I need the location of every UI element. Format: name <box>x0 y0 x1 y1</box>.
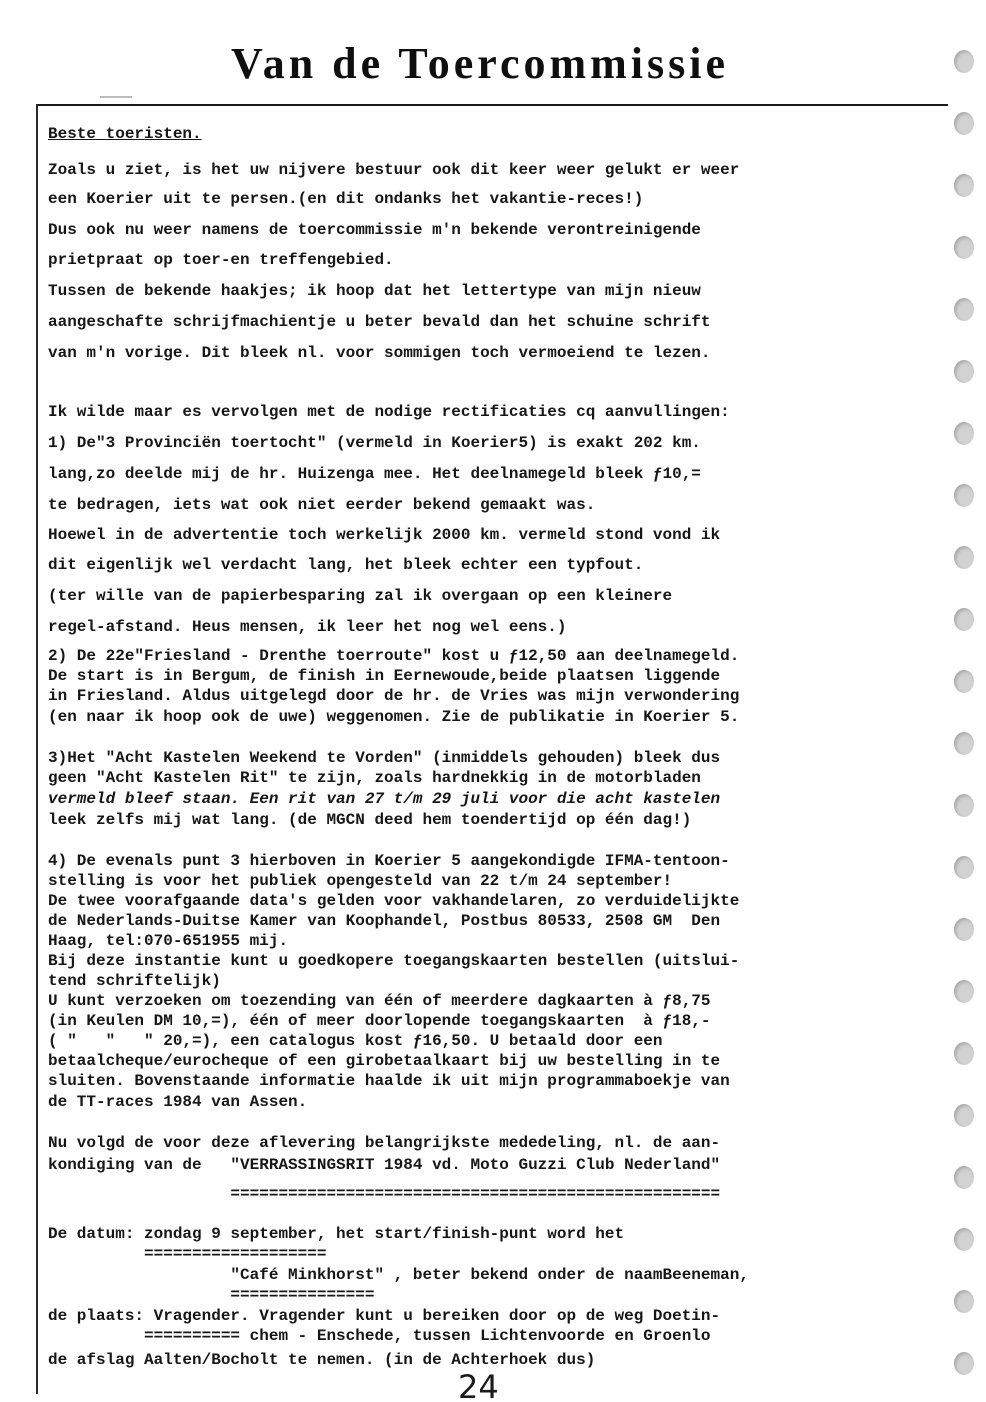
text-line: Ik wilde maar es vervolgen met de nodige rectificaties cq aanvullingen: <box>48 403 730 421</box>
page-title: Van de Toercommissie <box>230 39 730 88</box>
text-line: De datum: zondag 9 september, het start/finish-punt word het <box>48 1225 625 1243</box>
text-line: (ter wille van de papierbesparing zal ik overgaan op een kleinere <box>48 587 673 605</box>
text-line: ( " " " 20,=), een catalogus kost ƒ16,50. U betaald door een <box>48 1032 663 1050</box>
binder-hole <box>954 608 974 631</box>
binder-hole <box>954 856 974 879</box>
salutation: Beste toeristen. <box>48 125 202 143</box>
text-line: 2) De 22e"Friesland - Drenthe toerroute" kost u ƒ12,50 aan deelnamegeld. <box>48 647 740 665</box>
binder-hole <box>954 360 974 383</box>
text-line: sluiten. Bovenstaande informatie haalde ik uit mijn programmaboekje van <box>48 1072 730 1090</box>
text-line: een Koerier uit te persen.(en dit ondanks het vakantie-reces!) <box>48 190 644 208</box>
text-line: regel-afstand. Heus mensen, ik leer het nog wel eens.) <box>48 618 567 636</box>
binder-hole <box>954 980 974 1003</box>
text-line: in Friesland. Aldus uitgelegd door de hr. de Vries was mijn verwondering <box>48 687 740 705</box>
text-line: Zoals u ziet, is het uw nijvere bestuur ook dit keer weer gelukt er weer <box>48 161 740 179</box>
text-line: dit eigenlijk wel verdacht lang, het bleek echter een typfout. <box>48 556 644 574</box>
text-line: Dus ook nu weer namens de toercommissie m'n bekende verontreinigende <box>48 221 701 239</box>
binder-hole <box>954 298 974 321</box>
text-line: betaalcheque/eurocheque of een girobetaalkaart bij uw bestelling in te <box>48 1052 721 1070</box>
text-line: geen "Acht Kastelen Rit" te zijn, zoals hardnekkig in de motorbladen <box>48 769 701 787</box>
text-line: "Café Minkhorst" , beter bekend onder de naamBeeneman, <box>48 1266 749 1284</box>
binder-hole <box>954 1290 974 1313</box>
binder-hole <box>954 1352 974 1375</box>
text-line: Bij deze instantie kunt u goedkopere toegangskaarten bestellen (uitslui- <box>48 952 740 970</box>
underline-rule-text: =================================================== <box>48 1185 721 1203</box>
text-line: 3)Het "Acht Kastelen Weekend te Vorden" (inmiddels gehouden) bleek dus <box>48 749 721 767</box>
text-line: Haag, tel:070-651955 mij. <box>48 932 289 950</box>
text-line: tend schriftelijk) <box>48 972 221 990</box>
text-line: (en naar ik hoop ook de uwe) weggenomen. Zie de publikatie in Koerier 5. <box>48 708 740 726</box>
binder-hole <box>954 918 974 941</box>
text-line: de Nederlands-Duitse Kamer van Koophandel, Postbus 80533, 2508 GM Den <box>48 912 721 930</box>
text-line: ========== chem - Enschede, tussen Lichtenvoorde en Groenlo <box>48 1327 711 1345</box>
text-line: de afslag Aalten/Bocholt te nemen. (in de Achterhoek dus) <box>48 1351 596 1369</box>
text-line: (in Keulen DM 10,=), één of meer doorlopende toegangskaarten à ƒ18,- <box>48 1012 711 1030</box>
text-line: leek zelfs mij wat lang. (de MGCN deed hem toendertijd op één dag!) <box>48 811 692 829</box>
binder-holes <box>952 40 982 1402</box>
text-line: Tussen de bekende haakjes; ik hoop dat het lettertype van mijn nieuw <box>48 282 701 300</box>
binder-hole <box>954 1104 974 1127</box>
left-rule <box>36 104 38 1394</box>
binder-hole <box>954 484 974 507</box>
text-line: te bedragen, iets wat ook niet eerder bekend gemaakt was. <box>48 496 596 514</box>
page-number: 24 <box>458 1368 499 1402</box>
binder-hole <box>954 732 974 755</box>
text-line: de TT-races 1984 van Assen. <box>48 1093 308 1111</box>
text-line: Hoewel in de advertentie toch werkelijk 2000 km. vermeld stond vond ik <box>48 526 721 544</box>
text-line: vermeld bleef staan. Een rit van 27 t/m 29 juli voor die acht kastelen <box>48 790 721 808</box>
text-line: Nu volgd de voor deze aflevering belangrijkste mededeling, nl. de aan- <box>48 1134 721 1152</box>
binder-hole <box>954 1042 974 1065</box>
text-line: U kunt verzoeken om toezending van één of meerdere dagkaarten à ƒ8,75 <box>48 992 711 1010</box>
binder-hole <box>954 546 974 569</box>
text-line: lang,zo deelde mij de hr. Huizenga mee. Het deelnamegeld bleek ƒ10,= <box>48 465 701 483</box>
binder-hole <box>954 670 974 693</box>
binder-hole <box>954 112 974 135</box>
binder-hole <box>954 174 974 197</box>
top-rule <box>36 104 948 106</box>
underline-rule-text: =============== <box>48 1286 375 1304</box>
binder-hole <box>954 236 974 259</box>
text-line: kondiging van de "VERRASSINGSRIT 1984 vd. Moto Guzzi Club Nederland" <box>48 1156 721 1174</box>
text-line: aangeschafte schrijfmachientje u beter bevald dan het schuine schrift <box>48 313 711 331</box>
binder-hole <box>954 422 974 445</box>
text-line: De twee voorafgaande data's gelden voor vakhandelaren, zo verduidelijkte <box>48 892 740 910</box>
text-line: de plaats: Vragender. Vragender kunt u bereiken door op de weg Doetin- <box>48 1307 721 1325</box>
text-line: prietpraat op toer-en treffengebied. <box>48 251 394 269</box>
binder-hole <box>954 1166 974 1189</box>
underline-rule-text: =================== <box>48 1245 327 1263</box>
binder-hole <box>954 50 974 73</box>
text-line: stelling is voor het publiek opengesteld van 22 t/m 24 september! <box>48 872 673 890</box>
text-line: De start is in Bergum, de finish in Eernewoude,beide plaatsen liggende <box>48 667 721 685</box>
binder-hole <box>954 794 974 817</box>
text-line: 4) De evenals punt 3 hierboven in Koerier 5 aangekondigde IFMA-tentoon- <box>48 852 730 870</box>
text-line: van m'n vorige. Dit bleek nl. voor sommigen toch vermoeiend te lezen. <box>48 344 711 362</box>
text-line: 1) De"3 Provinciën toertocht" (vermeld in Koerier5) is exakt 202 km. <box>48 434 701 452</box>
print-smudge <box>100 96 132 98</box>
binder-hole <box>954 1228 974 1251</box>
